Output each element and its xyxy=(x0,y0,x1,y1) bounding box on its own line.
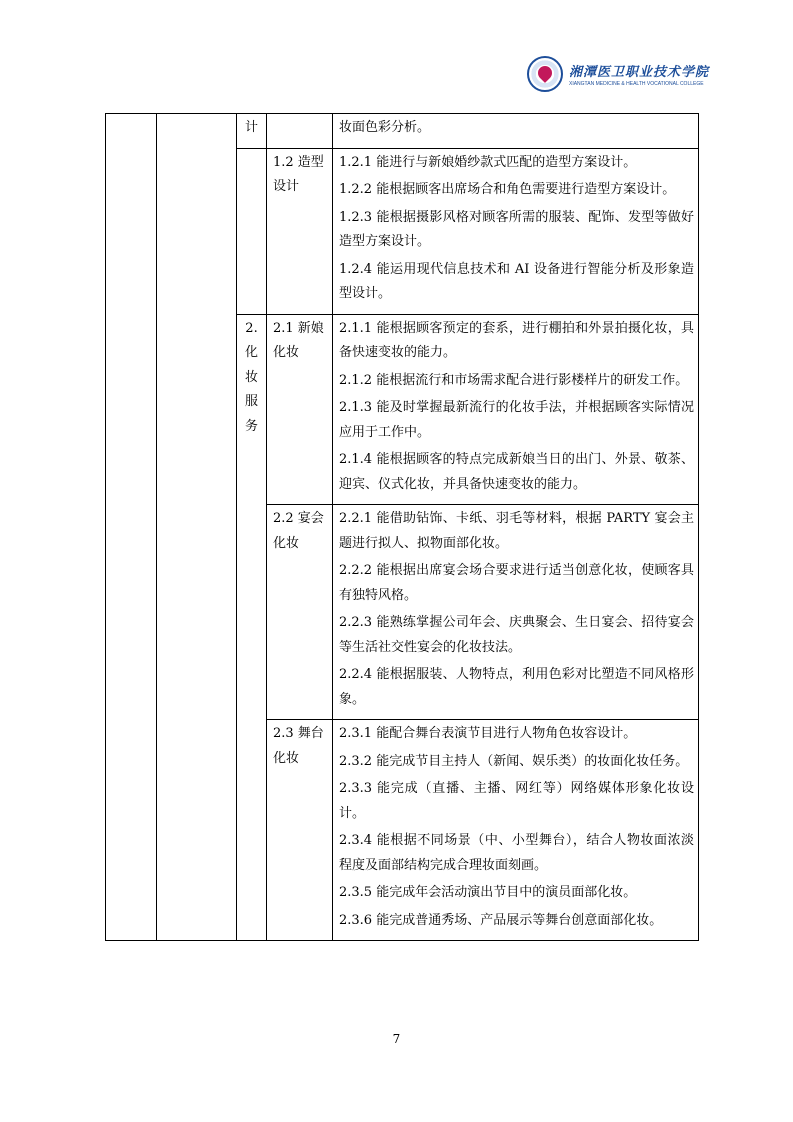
requirement-item: 2.1.1 能根据顾客预定的套系，进行棚拍和外景拍摄化妆，具备快速变妆的能力。 xyxy=(339,320,694,360)
requirement-item: 2.2.1 能借助钻饰、卡纸、羽毛等材料，根据 PARTY 宴会主题进行拟人、拟物面部化妆。 xyxy=(339,511,694,551)
domain-cell-continued xyxy=(237,114,267,149)
requirement-item: 1.2.3 能根据摄影风格对顾客所需的服装、配饰、发型等做好造型方案设计。 xyxy=(339,209,694,249)
requirement-cell xyxy=(333,314,699,505)
requirement-item: 2.2.4 能根据服装、人物特点，利用色彩对比塑造不同风格形象。 xyxy=(339,667,694,707)
domain-char: 务 xyxy=(244,418,258,434)
unit-cell xyxy=(267,148,333,314)
domain-char: 妆 xyxy=(244,369,258,385)
unit-label: 2.2 宴会化妆 xyxy=(273,511,324,551)
competency-table xyxy=(105,113,699,941)
subcategory-cell xyxy=(157,114,237,941)
requirement-item: 妆面色彩分析。 xyxy=(339,120,431,135)
requirement-item: 1.2.2 能根据顾客出席场合和角色需要进行造型方案设计。 xyxy=(339,182,676,197)
domain-cell-empty xyxy=(237,148,267,314)
domain-char: 化 xyxy=(244,345,258,360)
requirement-item: 1.2.1 能进行与新娘婚纱款式匹配的造型方案设计。 xyxy=(339,154,637,170)
requirement-cell xyxy=(333,720,699,941)
requirement-item: 2.3.4 能根据不同场景（中、小型舞台），结合人物妆面浓淡程度及面部结构完成合理妆面刻画。 xyxy=(339,833,694,873)
domain-char: 服 xyxy=(244,394,258,409)
college-name-block xyxy=(569,61,709,87)
requirement-item: 2.1.2 能根据流行和市场需求配合进行影楼样片的研发工作。 xyxy=(339,372,689,388)
requirement-item: 2.3.3 能完成（直播、主播、网红等）网络媒体形象化妆设计。 xyxy=(339,781,694,821)
table-row-continued xyxy=(106,114,699,149)
domain-label: 计 xyxy=(244,120,258,135)
requirement-item: 2.3.6 能完成普通秀场、产品展示等舞台创意面部化妆。 xyxy=(339,912,663,928)
requirement-item: 2.3.1 能配合舞台表演节目进行人物角色妆容设计。 xyxy=(339,726,637,741)
unit-cell xyxy=(267,505,333,720)
unit-label: 2.3 舞台化妆 xyxy=(273,726,324,766)
requirement-item: 2.3.2 能完成节目主持人（新闻、娱乐类）的妆面化妆任务。 xyxy=(339,753,689,769)
college-name-cn: 湘潭医卫职业技术学院 xyxy=(569,65,710,80)
requirement-item: 1.2.4 能运用现代信息技术和 AI 设备进行智能分析及形象造型设计。 xyxy=(339,261,694,301)
requirement-cell xyxy=(333,148,699,314)
category-cell xyxy=(106,114,157,941)
requirement-cell xyxy=(333,114,699,149)
college-name-en: XIANGTAN MEDICINE & HEALTH VOCATIONAL COLLEGE xyxy=(569,81,704,87)
unit-cell xyxy=(267,314,333,505)
requirement-cell xyxy=(333,505,699,720)
requirement-item: 2.1.4 能根据顾客的特点完成新娘当日的出门、外景、敬茶、迎宾、仪式化妆，并具备快速变妆的能力。 xyxy=(339,452,694,492)
requirement-item: 2.2.2 能根据出席宴会场合要求进行适当创意化妆，使顾客具有独特风格。 xyxy=(339,563,694,603)
unit-label: 2.1 新娘化妆 xyxy=(273,320,324,360)
page-number: 7 xyxy=(392,1032,401,1046)
unit-cell xyxy=(267,720,333,941)
domain-number: 2. xyxy=(245,320,258,336)
college-seal-icon xyxy=(527,56,563,92)
unit-cell-empty xyxy=(267,114,333,149)
requirement-item: 2.3.5 能完成年会活动演出节目中的演员面部化妆。 xyxy=(339,885,637,900)
domain-cell xyxy=(237,314,267,941)
college-logo xyxy=(527,54,710,94)
requirement-item: 2.1.3 能及时掌握最新流行的化妆手法，并根据顾客实际情况应用于工作中。 xyxy=(339,400,694,440)
requirement-item: 2.2.3 能熟练掌握公司年会、庆典聚会、生日宴会、招待宴会等生活社交性宴会的化妆技法。 xyxy=(339,615,694,655)
unit-label: 1.2 造型设计 xyxy=(273,154,324,194)
